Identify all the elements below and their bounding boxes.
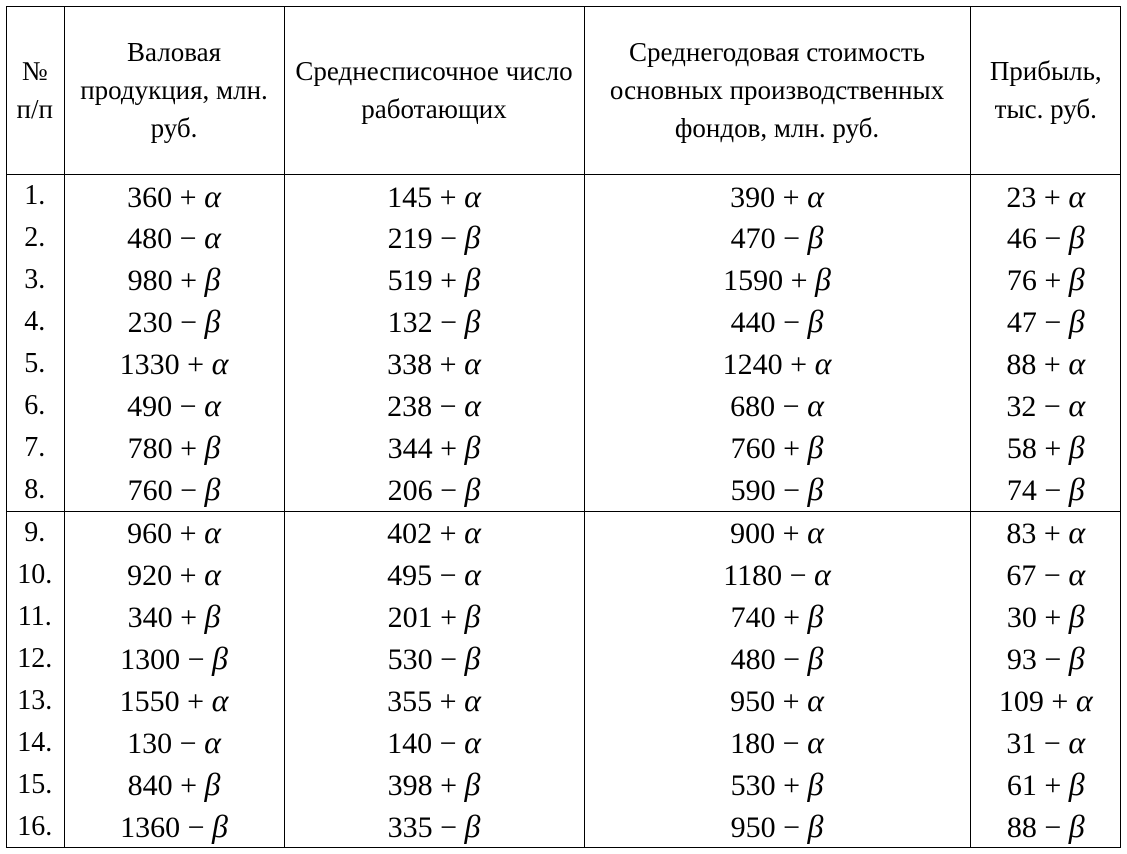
cell-value: 680 <box>730 390 776 424</box>
cell-variable: α <box>814 345 832 382</box>
cell-value: 88 <box>1006 348 1037 382</box>
cell-value: 32 <box>1006 390 1037 424</box>
cell-workers <box>284 427 584 469</box>
cell-operator: − <box>432 390 465 424</box>
cell-operator: − <box>432 643 465 677</box>
table-row <box>6 175 1121 218</box>
cell-funds <box>584 301 970 343</box>
cell-variable: α <box>807 724 824 761</box>
cell-operator: + <box>432 685 465 719</box>
cell-variable: α <box>464 177 481 214</box>
cell-variable: β <box>204 471 221 508</box>
table-row <box>6 259 1121 301</box>
cell-profit <box>970 301 1121 343</box>
cell-variable: β <box>211 808 228 845</box>
cell-variable: β <box>807 219 824 256</box>
cell-operator: + <box>172 264 205 298</box>
cell-value: 760 <box>730 432 776 466</box>
cell-funds <box>584 596 970 638</box>
cell-gross <box>64 680 284 722</box>
header-row <box>6 6 1121 175</box>
table-row <box>6 764 1121 806</box>
cell-operator: − <box>432 222 465 256</box>
cell-operator: + <box>1043 685 1076 719</box>
cell-operator: + <box>432 348 465 382</box>
cell-variable: β <box>464 808 481 845</box>
row-number: 4. <box>6 301 64 343</box>
table-row <box>6 596 1121 638</box>
cell-value: 46 <box>1006 222 1037 256</box>
cell-variable: α <box>1068 724 1086 761</box>
cell-value: 230 <box>127 306 173 340</box>
row-number: 12. <box>6 638 64 680</box>
cell-workers <box>284 596 584 638</box>
cell-value: 480 <box>730 643 776 677</box>
cell-operator: + <box>432 517 465 551</box>
cell-value: 980 <box>127 264 173 298</box>
cell-value: 340 <box>127 601 173 635</box>
cell-value: 480 <box>127 222 173 256</box>
cell-gross <box>64 722 284 764</box>
table-row <box>6 385 1121 427</box>
row-number: 8. <box>6 469 64 512</box>
cell-variable: β <box>1068 766 1085 803</box>
cell-operator: − <box>180 643 212 677</box>
cell-variable: α <box>211 682 229 719</box>
cell-variable: α <box>211 345 229 382</box>
cell-variable: α <box>464 345 481 382</box>
cell-value: 355 <box>387 685 433 719</box>
cell-operator: − <box>775 306 808 340</box>
cell-gross <box>64 385 284 427</box>
cell-operator: + <box>432 432 465 466</box>
cell-workers <box>284 343 584 385</box>
cell-operator: − <box>432 474 465 508</box>
data-table <box>6 6 1121 848</box>
header-workers: Среднесписочное число работающих <box>284 6 584 175</box>
cell-variable: β <box>464 429 481 466</box>
cell-operator: + <box>775 601 808 635</box>
cell-workers <box>284 217 584 259</box>
row-number: 10. <box>6 554 64 596</box>
cell-variable: β <box>464 640 481 677</box>
cell-value: 30 <box>1006 601 1037 635</box>
cell-variable: β <box>1068 429 1085 466</box>
cell-operator: + <box>432 180 465 214</box>
cell-value: 31 <box>1006 727 1037 761</box>
cell-value: 74 <box>1006 474 1037 508</box>
cell-variable: β <box>1068 808 1085 845</box>
cell-operator: − <box>1036 474 1069 508</box>
cell-variable: β <box>464 303 481 340</box>
cell-operator: + <box>172 559 205 593</box>
cell-workers <box>284 638 584 680</box>
cell-variable: β <box>1068 219 1085 256</box>
cell-value: 760 <box>127 474 173 508</box>
cell-value: 1240 <box>722 348 783 382</box>
cell-value: 398 <box>387 769 433 803</box>
cell-variable: β <box>204 598 221 635</box>
row-number: 11. <box>6 596 64 638</box>
cell-value: 900 <box>730 517 776 551</box>
cell-operator: − <box>172 474 205 508</box>
cell-profit <box>970 217 1121 259</box>
cell-funds <box>584 764 970 806</box>
cell-operator: − <box>432 559 465 593</box>
table-row <box>6 469 1121 512</box>
cell-variable: α <box>204 219 221 256</box>
cell-operator: + <box>775 769 808 803</box>
cell-gross <box>64 217 284 259</box>
cell-workers <box>284 175 584 218</box>
cell-operator: − <box>172 306 205 340</box>
cell-variable: α <box>464 514 481 551</box>
cell-value: 344 <box>387 432 433 466</box>
cell-variable: α <box>807 514 824 551</box>
cell-operator: + <box>172 601 205 635</box>
cell-workers <box>284 554 584 596</box>
cell-value: 360 <box>127 180 173 214</box>
cell-funds <box>584 175 970 218</box>
cell-funds <box>584 638 970 680</box>
cell-operator: + <box>1036 180 1069 214</box>
cell-operator: + <box>1036 348 1069 382</box>
cell-profit <box>970 511 1121 554</box>
table-body <box>6 175 1121 849</box>
cell-operator: + <box>782 348 815 382</box>
cell-value: 590 <box>730 474 776 508</box>
cell-workers <box>284 259 584 301</box>
cell-profit <box>970 806 1121 848</box>
cell-profit <box>970 343 1121 385</box>
cell-value: 840 <box>127 769 173 803</box>
cell-operator: + <box>1036 264 1069 298</box>
cell-profit <box>970 638 1121 680</box>
cell-operator: − <box>1036 559 1069 593</box>
row-number: 3. <box>6 259 64 301</box>
cell-value: 67 <box>1006 559 1037 593</box>
cell-operator: + <box>783 264 815 298</box>
cell-gross <box>64 806 284 848</box>
cell-variable: α <box>1068 387 1086 424</box>
cell-variable: α <box>1075 682 1093 719</box>
cell-value: 519 <box>387 264 433 298</box>
cell-funds <box>584 427 970 469</box>
cell-operator: − <box>775 811 808 845</box>
cell-operator: − <box>432 727 465 761</box>
cell-variable: α <box>204 387 221 424</box>
cell-profit <box>970 469 1121 512</box>
header-num: № п/п <box>6 6 64 175</box>
table-row <box>6 806 1121 848</box>
cell-variable: α <box>807 682 824 719</box>
cell-operator: − <box>1036 811 1069 845</box>
cell-profit <box>970 554 1121 596</box>
cell-variable: β <box>204 261 221 298</box>
cell-funds <box>584 722 970 764</box>
cell-variable: α <box>807 177 824 214</box>
cell-operator: − <box>775 390 808 424</box>
cell-workers <box>284 680 584 722</box>
table-row <box>6 427 1121 469</box>
cell-funds <box>584 511 970 554</box>
cell-workers <box>284 301 584 343</box>
cell-variable: β <box>464 219 481 256</box>
cell-operator: + <box>1036 601 1069 635</box>
cell-variable: β <box>807 640 824 677</box>
cell-value: 390 <box>730 180 776 214</box>
cell-variable: β <box>1068 303 1085 340</box>
cell-value: 109 <box>998 685 1044 719</box>
cell-funds <box>584 385 970 427</box>
cell-value: 470 <box>730 222 776 256</box>
cell-operator: + <box>432 769 465 803</box>
table-row <box>6 554 1121 596</box>
cell-value: 130 <box>127 727 173 761</box>
cell-value: 47 <box>1006 306 1037 340</box>
header-gross: Валовая продукция, млн. руб. <box>64 6 284 175</box>
cell-funds <box>584 343 970 385</box>
row-number: 13. <box>6 680 64 722</box>
cell-value: 132 <box>387 306 433 340</box>
cell-operator: + <box>775 685 808 719</box>
cell-gross <box>64 469 284 512</box>
cell-operator: + <box>172 180 205 214</box>
cell-gross <box>64 638 284 680</box>
cell-variable: β <box>204 429 221 466</box>
cell-value: 1550 <box>119 685 180 719</box>
cell-variable: α <box>204 556 221 593</box>
cell-value: 490 <box>127 390 173 424</box>
cell-funds <box>584 680 970 722</box>
cell-variable: α <box>1068 514 1086 551</box>
cell-variable: α <box>807 387 824 424</box>
cell-operator: − <box>1036 222 1069 256</box>
header-funds: Среднегодовая стоимость основных производственных фондов, млн. руб. <box>584 6 970 175</box>
cell-profit <box>970 680 1121 722</box>
cell-variable: β <box>464 471 481 508</box>
row-number: 6. <box>6 385 64 427</box>
cell-value: 23 <box>1006 180 1037 214</box>
cell-operator: + <box>432 264 465 298</box>
cell-value: 1300 <box>120 643 181 677</box>
cell-value: 780 <box>127 432 173 466</box>
cell-profit <box>970 427 1121 469</box>
table-row <box>6 343 1121 385</box>
cell-workers <box>284 469 584 512</box>
table-row <box>6 680 1121 722</box>
cell-gross <box>64 301 284 343</box>
cell-gross <box>64 554 284 596</box>
cell-value: 1330 <box>119 348 180 382</box>
cell-value: 440 <box>730 306 776 340</box>
row-number: 5. <box>6 343 64 385</box>
cell-value: 950 <box>730 811 776 845</box>
cell-operator: − <box>1036 643 1069 677</box>
row-number: 14. <box>6 722 64 764</box>
cell-operator: + <box>1036 769 1069 803</box>
header-profit: Прибыль, тыс. руб. <box>970 6 1121 175</box>
cell-value: 402 <box>387 517 433 551</box>
cell-variable: α <box>814 556 831 593</box>
cell-variable: α <box>1068 345 1086 382</box>
cell-operator: + <box>172 769 205 803</box>
cell-value: 740 <box>730 601 776 635</box>
cell-operator: − <box>172 222 205 256</box>
cell-value: 219 <box>387 222 433 256</box>
cell-variable: β <box>807 303 824 340</box>
cell-operator: − <box>172 390 205 424</box>
cell-value: 1360 <box>120 811 181 845</box>
cell-operator: − <box>775 474 808 508</box>
cell-value: 495 <box>387 559 433 593</box>
table-row <box>6 511 1121 554</box>
cell-profit <box>970 596 1121 638</box>
cell-profit <box>970 259 1121 301</box>
cell-value: 58 <box>1006 432 1037 466</box>
cell-workers <box>284 806 584 848</box>
cell-operator: + <box>775 432 808 466</box>
cell-operator: − <box>1036 727 1069 761</box>
cell-variable: α <box>1068 177 1086 214</box>
cell-gross <box>64 427 284 469</box>
cell-operator: − <box>775 222 808 256</box>
row-number: 2. <box>6 217 64 259</box>
cell-variable: α <box>464 724 481 761</box>
cell-value: 1180 <box>723 559 783 593</box>
cell-variable: β <box>204 303 221 340</box>
cell-operator: − <box>1036 306 1069 340</box>
cell-funds <box>584 217 970 259</box>
cell-operator: − <box>180 811 212 845</box>
cell-operator: + <box>1036 432 1069 466</box>
table-row <box>6 301 1121 343</box>
cell-operator: − <box>432 811 465 845</box>
cell-workers <box>284 722 584 764</box>
cell-value: 238 <box>387 390 433 424</box>
cell-value: 338 <box>387 348 433 382</box>
cell-profit <box>970 764 1121 806</box>
cell-gross <box>64 259 284 301</box>
cell-value: 180 <box>730 727 776 761</box>
cell-funds <box>584 259 970 301</box>
cell-operator: − <box>432 306 465 340</box>
row-number: 9. <box>6 511 64 554</box>
cell-profit <box>970 175 1121 218</box>
row-number: 1. <box>6 175 64 218</box>
cell-operator: + <box>775 517 808 551</box>
cell-value: 1590 <box>723 264 784 298</box>
cell-operator: − <box>172 727 205 761</box>
cell-variable: α <box>1068 556 1086 593</box>
cell-value: 140 <box>387 727 433 761</box>
cell-variable: β <box>1068 261 1085 298</box>
cell-variable: β <box>1068 471 1085 508</box>
cell-variable: β <box>814 261 831 298</box>
cell-operator: − <box>782 559 814 593</box>
cell-value: 61 <box>1006 769 1037 803</box>
cell-variable: β <box>807 598 824 635</box>
cell-gross <box>64 511 284 554</box>
cell-variable: α <box>204 177 221 214</box>
table-row <box>6 722 1121 764</box>
cell-value: 960 <box>127 517 173 551</box>
cell-value: 530 <box>730 769 776 803</box>
row-number: 16. <box>6 806 64 848</box>
cell-variable: β <box>807 808 824 845</box>
row-number: 7. <box>6 427 64 469</box>
cell-value: 920 <box>127 559 173 593</box>
cell-operator: + <box>775 180 808 214</box>
cell-variable: β <box>464 766 481 803</box>
row-number: 15. <box>6 764 64 806</box>
cell-funds <box>584 554 970 596</box>
cell-funds <box>584 806 970 848</box>
cell-value: 76 <box>1006 264 1037 298</box>
cell-operator: − <box>775 727 808 761</box>
cell-operator: + <box>432 601 465 635</box>
cell-variable: α <box>204 514 221 551</box>
cell-profit <box>970 722 1121 764</box>
cell-variable: β <box>204 766 221 803</box>
cell-workers <box>284 764 584 806</box>
cell-value: 93 <box>1006 643 1037 677</box>
cell-funds <box>584 469 970 512</box>
cell-variable: β <box>1068 598 1085 635</box>
cell-variable: β <box>464 598 481 635</box>
cell-variable: α <box>464 682 481 719</box>
cell-operator: + <box>179 348 212 382</box>
table-row <box>6 638 1121 680</box>
cell-operator: + <box>172 517 205 551</box>
cell-variable: α <box>464 556 481 593</box>
cell-value: 83 <box>1006 517 1037 551</box>
cell-workers <box>284 385 584 427</box>
cell-variable: β <box>807 766 824 803</box>
cell-gross <box>64 596 284 638</box>
cell-gross <box>64 764 284 806</box>
cell-variable: β <box>464 261 481 298</box>
cell-operator: − <box>1036 390 1069 424</box>
cell-variable: α <box>204 724 221 761</box>
cell-value: 335 <box>387 811 433 845</box>
cell-operator: − <box>775 643 808 677</box>
cell-variable: β <box>807 429 824 466</box>
cell-gross <box>64 175 284 218</box>
cell-value: 145 <box>387 180 433 214</box>
cell-variable: β <box>807 471 824 508</box>
cell-operator: + <box>179 685 212 719</box>
cell-profit <box>970 385 1121 427</box>
cell-variable: α <box>464 387 481 424</box>
cell-value: 201 <box>387 601 433 635</box>
cell-value: 88 <box>1006 811 1037 845</box>
cell-operator: + <box>172 432 205 466</box>
cell-value: 206 <box>387 474 433 508</box>
cell-variable: β <box>1068 640 1085 677</box>
cell-gross <box>64 343 284 385</box>
cell-workers <box>284 511 584 554</box>
cell-variable: β <box>211 640 228 677</box>
cell-operator: + <box>1036 517 1069 551</box>
cell-value: 950 <box>730 685 776 719</box>
cell-value: 530 <box>387 643 433 677</box>
table-row <box>6 217 1121 259</box>
